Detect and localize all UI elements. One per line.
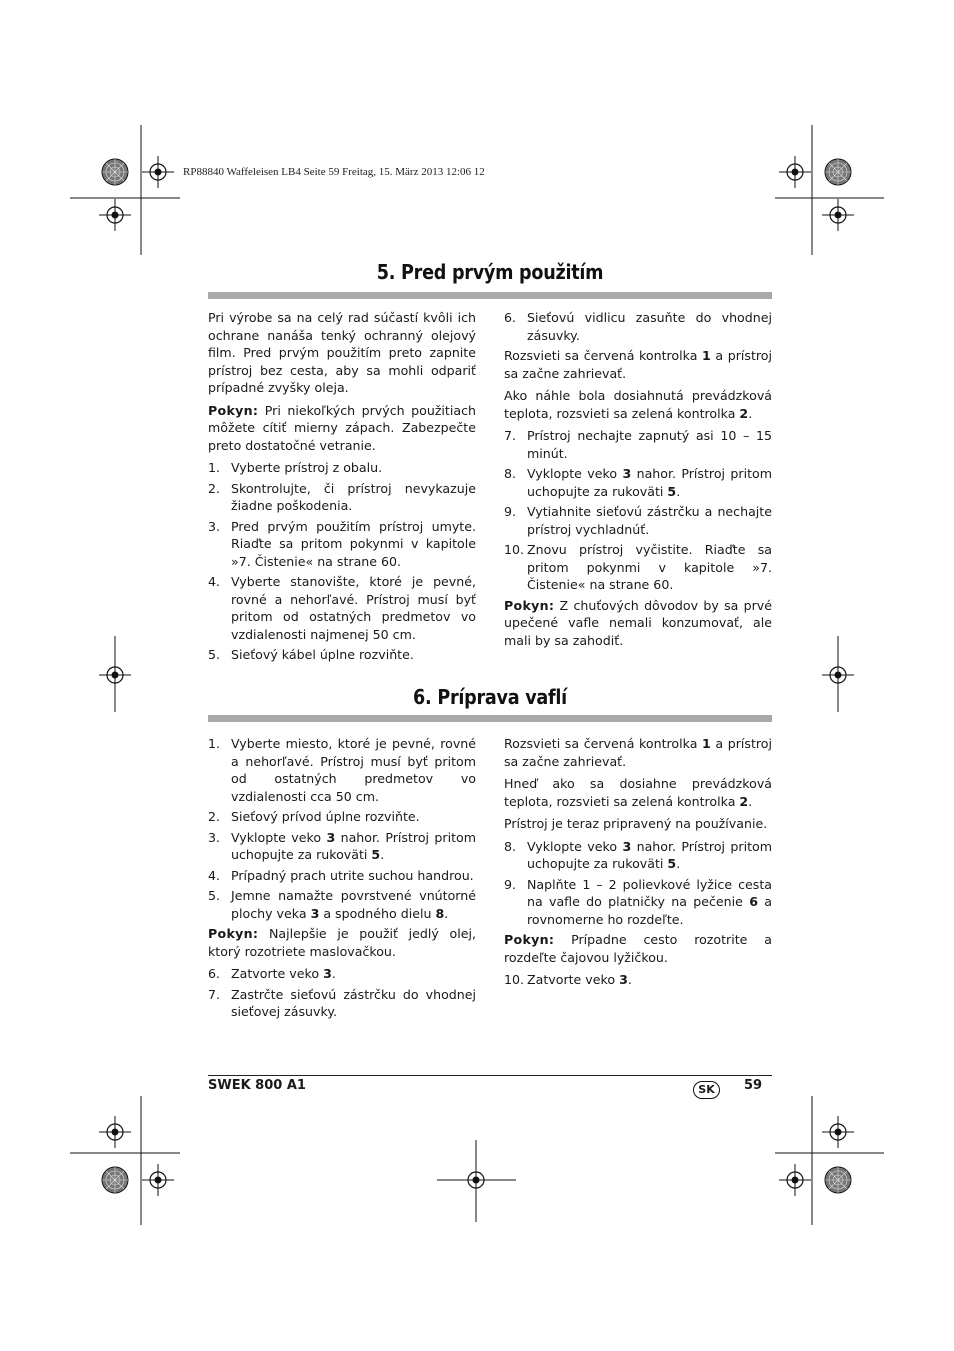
list-item-continuation: Hneď ako sa dosiahne prevádzková teplota, rozsvieti sa zelená kontrolka 2. [504,776,772,809]
list-item: 9. Vytiahnite sieťovú zástrčku a nechajte prístroj vychladnúť. [504,504,772,537]
note-paragraph [504,931,772,966]
note-paragraph [208,402,476,455]
list-item: 7. Prístroj nechajte zapnutý asi 10 – 15 minút. [504,428,772,461]
list-item: 4. Prípadný prach utrite suchou handrou. [208,867,474,883]
list-item: 5. Jemne namažte povrstvené vnútorné plochy veka 3 a spodného dielu 8. [208,888,476,921]
color-target-icon [102,1167,128,1193]
list-item: 1. Vyberte miesto, ktoré je pevné, rovné a nehorľavé. Prístroj musí byť pritom od ostatných predmetov vo vzdialenosti cca 50 cm. [208,736,476,804]
list-item: 7. Zastrčte sieťovú zástrčku do vhodnej sieťovej zásuvky. [208,986,476,1019]
title-bar [208,292,772,299]
list-item: 3. Pred prvým použitím prístroj umyte. Riaďte sa pritom pokynmi v kapitole »7. Čistenie« na strane 60. [208,518,476,569]
registration-mark-icon [822,1116,854,1148]
list-item: 10. Zatvorte veko 3. [504,972,632,987]
list-item-continuation: Rozsvieti sa červená kontrolka 1 a prístroj sa začne zahrievať. [504,736,773,769]
registration-mark-icon [142,156,174,188]
list-item: 9. Naplňte 1 – 2 polievkové lyžice cesta na vafle do platničky na pečenie 6 a rovnomerne ho rozdeľte. [504,876,772,927]
note-text: Prípadne cesto rozotrite a rozdeľte čajovou lyžičkou. [504,932,772,965]
registration-mark-icon [99,199,131,231]
title-bar [208,715,772,722]
section-title: 6. Príprava vaflí [413,685,567,709]
list-item-continuation: Rozsvieti sa červená kontrolka 1 a prístroj sa začne zahrievať. [504,348,773,381]
registration-mark-icon [142,1164,174,1196]
section5-right-column [504,309,772,654]
registration-mark-icon [99,1116,131,1148]
note-paragraph [208,925,476,960]
color-target-icon [102,159,128,185]
list-item: 1. Vyberte prístroj z obalu. [208,460,383,475]
list-item: 5. Sieťový kábel úplne rozviňte. [208,647,414,662]
note-text: Pri niekoľkých prvých použitiach môžete cítiť mierny zápach. Zabezpečte preto dostatočné vetranie. [208,402,476,453]
note-label: Pokyn: [208,926,259,941]
registration-mark-icon [779,1164,811,1196]
list-item: 8. Vyklopte veko 3 nahor. Prístroj pritom uchopujte za rukoväti 5. [504,838,773,871]
list-item: 3. Vyklopte veko 3 nahor. Prístroj pritom uchopujte za rukoväti 5. [208,829,477,862]
note-label: Pokyn: [504,597,555,613]
note-text: Z chuťových dôvodov by sa prvé upečené vafle nemali konzumovať, ale mali by sa zahodiť. [504,597,772,648]
note-text: Najlepšie je použiť jedlý olej, ktorý rozotriete maslovačkou. [208,926,476,959]
list-item-continuation: Ako náhle bola dosiahnutá prevádzková teplota, rozsvieti sa zelená kontrolka 2. [504,388,772,421]
section-title: 5. Pred prvým použitím [376,260,604,284]
note-label: Pokyn: [208,402,259,418]
list-item: 6. Sieťovú vidlicu zasuňte do vhodnej zásuvky. [504,310,772,343]
list-item: 2. Sieťový prívod úplne rozviňte. [208,809,420,824]
list-item: 8. Vyklopte veko 3 nahor. Prístroj pritom uchopujte za rukoväti 5. [504,466,773,499]
list-item-continuation: Prístroj je teraz pripravený na používanie. [504,816,768,831]
footer-divider [208,1075,772,1076]
note-paragraph [504,597,772,650]
list-item: 4. Vyberte stanovište, ktoré je pevné, rovné a nehorľavé. Prístroj musí byť pritom od ostatných predmetov vo vzdialenosti najmenej 50 cm. [208,574,476,642]
list-item: 6. Zatvorte veko 3. [208,966,336,981]
footer-model: SWEK 800 A1 [208,1078,306,1093]
language-badge: SK [693,1081,720,1099]
list-item: 10. Znovu prístroj vyčistite. Riaďte sa pritom pokynmi v kapitole »7. Čistenie« na strane 60. [504,542,772,592]
list-item: 2. Skontrolujte, či prístroj nevykazuje žiadne poškodenia. [208,480,476,513]
registration-mark-icon [779,156,811,188]
registration-mark-icon [822,199,854,231]
section6-left-column [208,735,476,1024]
intro-paragraph: Pri výrobe sa na celý rad súčastí kvôli ich ochrane nanáša tenký ochranný olejový film. Pred prvým použitím preto zapnite prístroj bez cesta, aby sa mohli odpariť prípadné zvyšky oleja. [208,310,476,395]
color-target-icon [825,1167,851,1193]
color-target-icon [825,159,851,185]
section6-right-column [504,735,772,992]
note-label: Pokyn: [504,932,555,947]
page-number: 59 [744,1078,763,1093]
print-header: RP88840 Waffeleisen LB4 Seite 59 Freitag, 15. März 2013 12:06 12 [183,166,485,178]
section5-left-column [208,309,476,667]
